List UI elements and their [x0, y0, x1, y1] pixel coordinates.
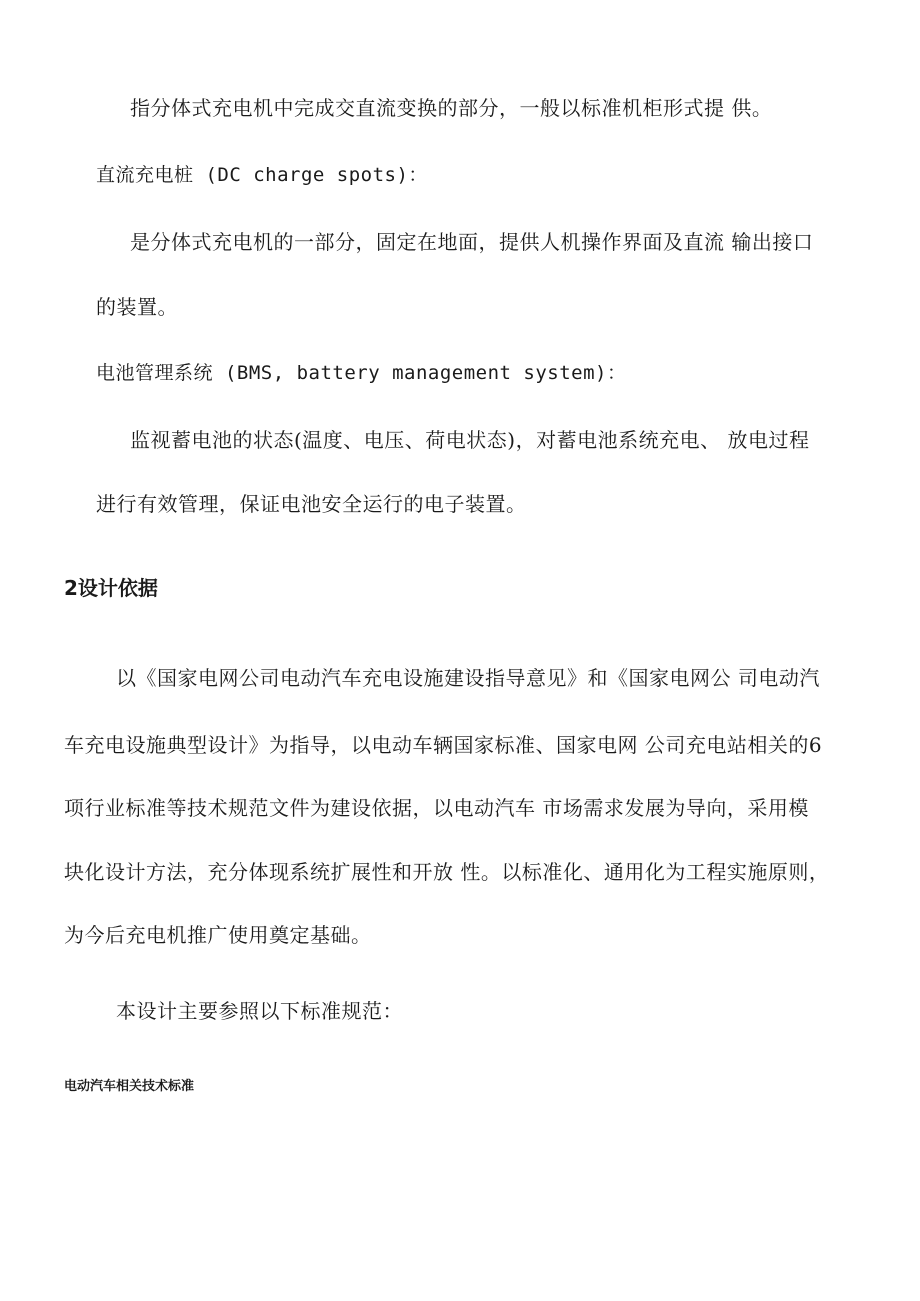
bms-term: 电池管理系统 (BMS, battery management system)：: [96, 362, 627, 384]
definition-paragraph-1-line-1: 指分体式充电机中完成交直流变换的部分，一般以标准机柜形式提 供。: [130, 96, 773, 120]
definition-paragraph-2-line-2: 的装置。: [96, 295, 178, 319]
standards-intro: 本设计主要参照以下标准规范：: [116, 999, 403, 1023]
design-basis-paragraph-line-5: 为今后充电机推广使用奠定基础。: [64, 923, 372, 947]
dc-charge-spots-term: 直流充电桩 (DC charge spots)：: [96, 164, 428, 186]
definition-paragraph-3-line-2: 进行有效管理，保证电池安全运行的电子装置。: [96, 492, 527, 516]
definition-paragraph-3-line-1: 监视蓄电池的状态(温度、电压、荷电状态)，对蓄电池系统充电、 放电过程: [130, 428, 810, 452]
design-basis-paragraph-line-4: 块化设计方法，充分体现系统扩展性和开放 性。以标准化、通用化为工程实施原则，: [64, 860, 830, 884]
subsection-heading: 电动汽车相关技术标准: [64, 1079, 195, 1094]
design-basis-paragraph-line-2: 车充电设施典型设计》为指导，以电动车辆国家标准、国家电网 公司充电站相关的6: [64, 733, 823, 757]
design-basis-paragraph-line-3: 项行业标准等技术规范文件为建设依据，以电动汽车 市场需求发展为导向，采用模: [64, 796, 809, 820]
definition-paragraph-2-line-1: 是分体式充电机的一部分，固定在地面，提供人机操作界面及直流 输出接口: [130, 230, 814, 254]
section-heading: 2设计依据: [64, 576, 158, 600]
design-basis-paragraph-line-1: 以《国家电网公司电动汽车充电设施建设指导意见》和《国家电网公 司电动汽: [116, 666, 820, 690]
